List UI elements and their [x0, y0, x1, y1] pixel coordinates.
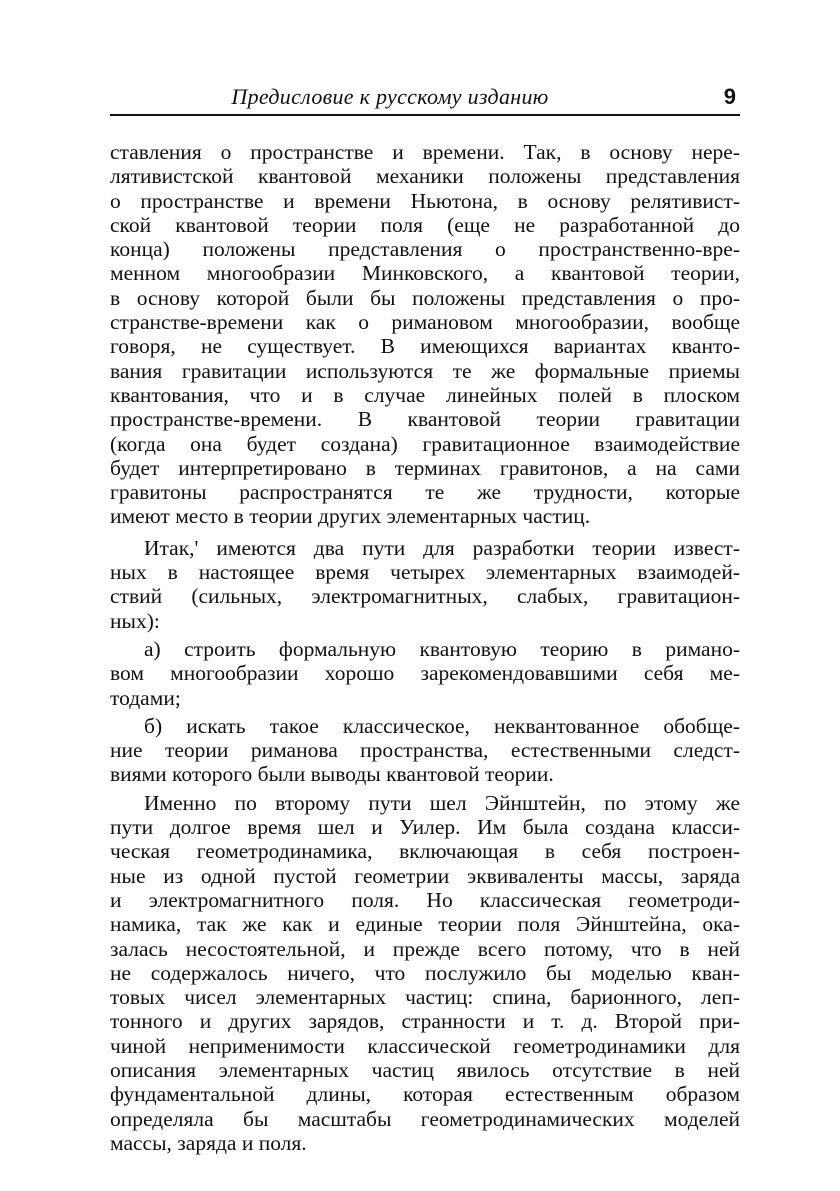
text-line: и электромагнитного поля. Но классическая геометроди-: [110, 887, 740, 912]
text-line: намика, так же как и единые теории поля Эйнштейна, ока-: [110, 912, 740, 937]
running-head: [110, 82, 740, 116]
running-title: Предисловие к русскому изданию: [231, 84, 549, 109]
text-line: странстве-времени как о римановом многообразии, вообще: [110, 310, 740, 335]
text-line: описания элементарных частиц явилось отсутствие в ней: [110, 1057, 740, 1082]
text-line: товых чисел элементарных частиц: спина, барионного, леп-: [110, 985, 740, 1010]
text-line: пространстве-времени. В квантовой теории гравитации: [110, 407, 740, 432]
text-line: конца) положены представления о пространственно-вре-: [110, 237, 740, 262]
text-line: Итак,' имеются два пути для разработки теории извест-: [144, 535, 740, 560]
paragraph-continuation: [110, 140, 740, 529]
text-line: (когда она будет создана) гравитационное взаимодействие: [110, 431, 740, 456]
text-line: ставления о пространстве и времени. Так, в основу нере-: [110, 140, 740, 164]
text-line: вания гравитации используются те же формальные приемы: [110, 358, 740, 383]
text-line: пути долгое время шел и Уилер. Им была создана класси-: [110, 815, 740, 840]
list-item-b: [110, 714, 740, 787]
text-line: квантования, что и в случае линейных полей в плоском: [110, 382, 740, 407]
page-number: 9: [723, 84, 736, 109]
text-line: ской квантовой теории поля (еще не разработанной до: [110, 212, 740, 237]
text-line: залась несостоятельной, и прежде всего потому, что в ней: [110, 936, 740, 961]
list-item-a: [110, 637, 740, 710]
text-line: ствий (сильных, электромагнитных, слабых, гравитацион-: [110, 584, 740, 609]
text-line: в основу которой были бы положены представления о про-: [110, 285, 740, 310]
text-line: гравитоны распространятся те же трудности, которые: [110, 480, 740, 505]
text-line: не содержалось ничего, что послужило бы моделью кван-: [110, 960, 740, 985]
text-line: а) строить формальную квантовую теорию в римано-: [144, 636, 740, 661]
body-text: [110, 140, 740, 1155]
text-line: виями которого были выводы квантовой теории.: [110, 762, 554, 787]
text-line: ных в настоящее время четырех элементарных взаимодей-: [110, 560, 740, 585]
text-line: вом многообразии хорошо зарекомендовавшими себя ме-: [110, 661, 740, 686]
text-line: Именно по второму пути шел Эйнштейн, по этому же: [144, 790, 740, 815]
text-line: ческая геометродинамика, включающая в себя построен-: [110, 839, 740, 864]
text-line: ных):: [110, 608, 160, 633]
text-line: фундаментальной длины, которая естественным образом: [110, 1082, 740, 1107]
paragraph-einstein-wheeler: [110, 791, 740, 1155]
text-line: менном многообразии Минковского, а квантовой теории,: [110, 261, 740, 286]
text-line: тодами;: [110, 685, 181, 710]
header-rule: [110, 114, 740, 116]
text-line: ние теории риманова пространства, естественными следст-: [110, 738, 740, 763]
text-line: лятивистской квантовой механики положены представления: [110, 164, 740, 189]
paragraph-two-paths: [110, 536, 740, 633]
text-line: ные из одной пустой геометрии эквиваленты массы, заряда: [110, 863, 740, 888]
text-line: чиной неприменимости классической геометродинамики для: [110, 1033, 740, 1058]
text-line: массы, заряда и поля.: [110, 1130, 307, 1155]
text-line: определяла бы масштабы геометродинамических моделей: [110, 1106, 740, 1131]
text-line: о пространстве и времени Ньютона, в основу релятивист-: [110, 188, 740, 213]
text-line: говоря, не существует. В имеющихся вариантах кванто-: [110, 334, 740, 359]
text-line: будет интерпретировано в терминах гравитонов, а на сами: [110, 455, 740, 480]
text-line: б) искать такое классическое, неквантованное обобще-: [144, 713, 740, 738]
text-line: тонного и других зарядов, странности и т. д. Второй при-: [110, 1009, 740, 1034]
text-line: имеют место в теории других элементарных частиц.: [110, 504, 591, 529]
